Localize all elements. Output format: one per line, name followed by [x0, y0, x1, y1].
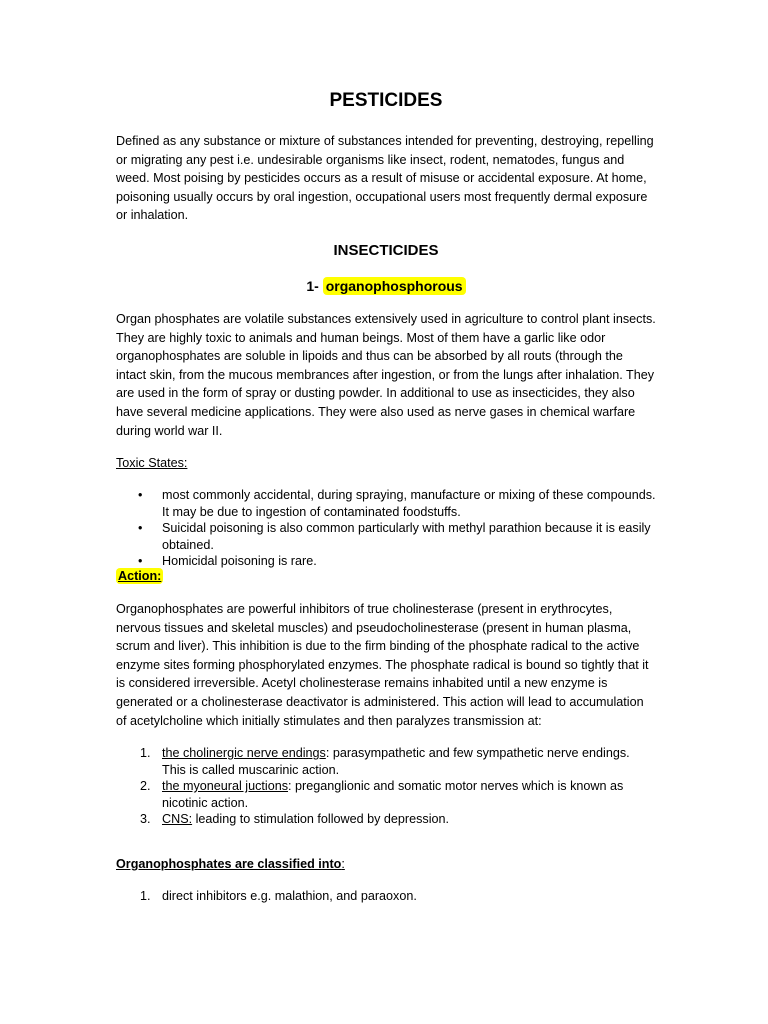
- section-title: INSECTICIDES: [333, 242, 439, 259]
- bullet-icon: •: [138, 488, 143, 502]
- page-title: PESTICIDES: [329, 90, 443, 111]
- intro-paragraph: Defined as any substance or mixture of substances intended for preventing, destroying, repelling or migrating any pest i.e. undesirable organisms like insect, rodent, nematodes, fungus and weed. Most poising by pesticides occurs as a result of misuse or accidental exposure. At home, poisoning usually occurs by oral ingestion, occupational users most frequently dermal exposure or inhalation.: [116, 134, 654, 223]
- subsection-name-highlighted: organophosphorous: [323, 277, 466, 295]
- toxic-states-list: [116, 487, 656, 570]
- bullet-icon: •: [138, 554, 143, 568]
- classified-label: Organophosphates are classified into:: [116, 857, 345, 871]
- list-item: 2. the myoneural juctions: preganglionic and somatic motor nerves which is known as nicotinic action.: [140, 779, 624, 810]
- action-sites-list: [116, 745, 656, 828]
- action-paragraph: Organophosphates are powerful inhibitors of true cholinesterase (present in erythrocytes, nervous tissues and skeletal muscles) and pseudocholinesterase (present in human plasma, scrum and liver). This inhibition is due to the firm binding of the phosphate radical to the active enzyme sites forming phosphorylated enzymes. The phosphate radical is bound so tightly that it is considered irreversible. Acetyl cholinesterase remains inhabited until a new enzyme is generated or a cholinesterase deactivator is administered. This action will lead to accumulation of acetylcholine which initially stimulates and then paralyzes transmission at:: [116, 602, 649, 728]
- organophosphate-paragraph: Organ phosphates are volatile substances extensively used in agriculture to control plant insects. They are highly toxic to animals and human beings. Most of them have a garlic like odor organophosphates are soluble in lipoids and thus can be absorbed by all routs (through the intact skin, from the mucous membrances after ingestion, or from the lungs after inhalation. They are used in the form of spray or dusting powder. In additional to use as insecticides, they also have several medicine applications. They were also used as nerve gases in chemical warfare during world war II.: [116, 312, 656, 438]
- action-label: Action:: [118, 569, 162, 583]
- list-number: 2.: [140, 779, 151, 793]
- list-item: 1. direct inhibitors e.g. malathion, and paraoxon.: [140, 889, 417, 903]
- toxic-states-label: Toxic States:: [116, 456, 188, 470]
- subsection-number: 1-: [306, 278, 319, 294]
- classification-list: [116, 888, 656, 905]
- list-item: 1. the cholinergic nerve endings: parasympathetic and few sympathetic nerve endings. This is called muscarinic action.: [140, 746, 630, 777]
- list-item: • Homicidal poisoning is rare.: [138, 554, 317, 568]
- list-item: 3. CNS: leading to stimulation followed by depression.: [140, 812, 450, 826]
- subsection-title: [116, 278, 656, 294]
- bullet-icon: •: [138, 521, 143, 535]
- list-number: 1.: [140, 889, 151, 903]
- list-item: • Suicidal poisoning is also common particularly with methyl parathion because it is easily obtained.: [138, 521, 651, 552]
- list-number: 3.: [140, 812, 151, 826]
- list-number: 1.: [140, 746, 151, 760]
- list-item: • most commonly accidental, during spraying, manufacture or mixing of these compounds. It may be due to ingestion of contaminated foodstuffs.: [138, 488, 656, 519]
